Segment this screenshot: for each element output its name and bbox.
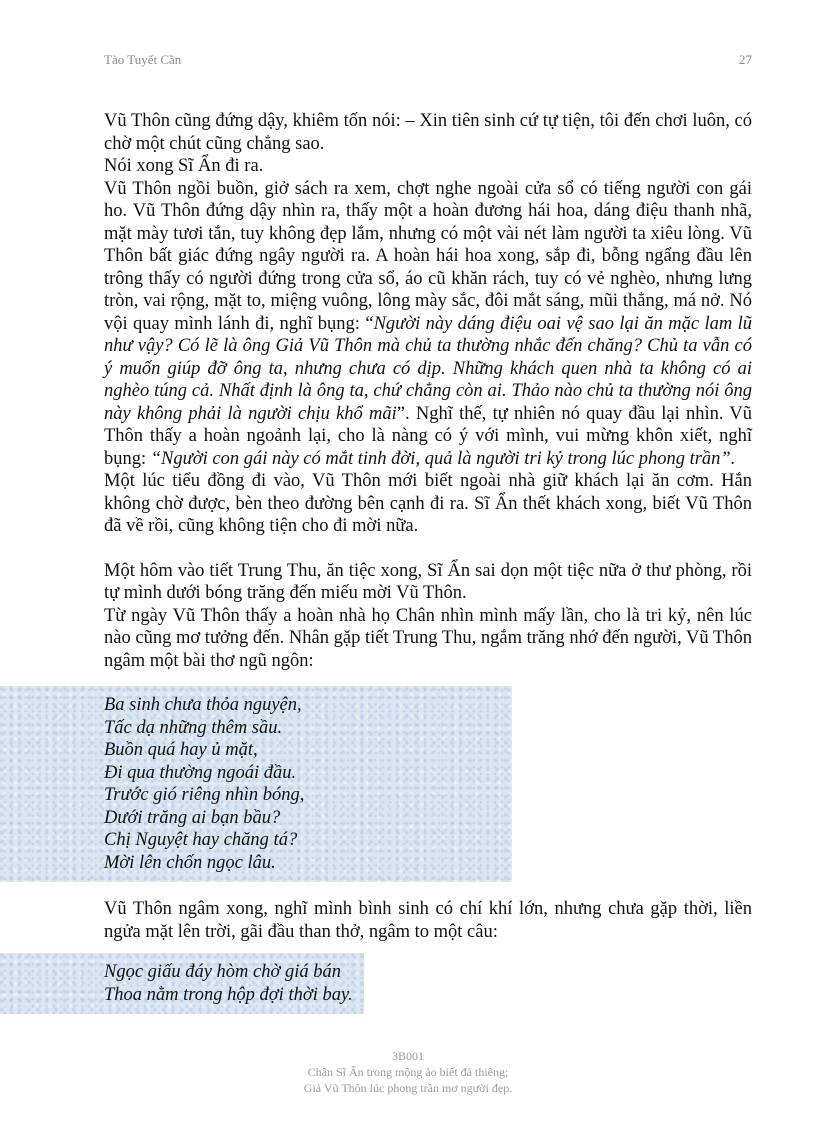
paragraph: Nói xong Sĩ Ẩn đi ra. xyxy=(104,156,264,176)
paragraph xyxy=(104,178,752,471)
paragraph: Một lúc tiểu đồng đi vào, Vũ Thôn mới biết ngoài nhà giữ khách lại ăn cơm. Hắn không chờ được, bèn theo đường bên cạnh đi ra. Sĩ Ẩn thết khách xong, biết Vũ Thôn đã về rồi, cũng không tiện cho đi mời nữa. xyxy=(104,471,752,536)
page-number: 27 xyxy=(739,52,752,67)
paragraph-gap xyxy=(104,943,752,953)
poem-line: Chị Nguyệt hay chăng tá? xyxy=(104,830,298,850)
page-footer xyxy=(0,1048,816,1096)
poem-line: Ngọc giấu đáy hòm chờ giá bán xyxy=(104,962,341,982)
poem-line: Trước gió riêng nhìn bóng, xyxy=(104,785,305,805)
paragraph: Từ ngày Vũ Thôn thấy a hoàn nhà họ Chân nhìn mình mấy lần, cho là tri kỷ, nên lúc nào cũng mơ tưởng đến. Nhân gặp tiết Trung Thu, ngắm trăng nhớ đến người, Vũ Thôn ngâm một bài thơ ngũ ngôn: xyxy=(104,605,752,671)
header-author: Tào Tuyết Cần xyxy=(104,52,182,67)
paragraph: Vũ Thôn ngâm xong, nghĩ mình bình sinh có chí khí lớn, nhưng chưa gặp thời, liền ngửa mặt lên trời, gãi đầu than thở, ngâm to một câu: xyxy=(104,899,752,942)
poem-line: Dưới trăng ai bạn bầu? xyxy=(104,807,281,828)
footer-chapter-title-line1: Chân Sĩ Ẩn trong mộng ảo biết đá thiêng; xyxy=(307,1065,509,1079)
paragraph-text: Vũ Thôn ngồi buồn, giở sách ra xem, chợt nghe ngoài cửa sổ có tiếng người con gái ho. Vũ Thôn đứng dậy nhìn ra, thấy một a hoàn đương hái hoa, dáng điệu thanh nhã, mặt mày tươi tắn, tuy không đẹp lắm, nhưng có một vài nét làm người ta xiêu lòng. Vũ Thôn bất giác đứng ngây người ra. A hoàn hái hoa xong, sắp đi, bỗng ngẩng đầu lên trông thấy có người đứng trong cửa sổ, áo cũ khăn rách, tuy có vẻ nghèo, nhưng lưng tròn, vai rộng, mặt to, miệng vuông, lông mày sắc, đôi mắt sáng, mũi thẳng, má nở. Nó vội quay mình lánh đi, nghĩ bụng: “ xyxy=(104,178,752,334)
paragraph-gap xyxy=(104,672,752,686)
chapter-body xyxy=(104,110,752,1014)
inner-thought-quote: “Người con gái này có mắt tinh đời, quả là người tri kỷ trong lúc phong trần”. xyxy=(150,448,736,469)
paragraph-gap xyxy=(104,538,752,560)
poem-line: Đi qua thường ngoái đầu. xyxy=(104,762,297,783)
paragraph-gap xyxy=(104,882,752,898)
poem-line: Tấc dạ những thêm sầu. xyxy=(104,717,283,738)
footer-chapter-title-line2: Giả Vũ Thôn lúc phong trần mơ người đẹp. xyxy=(303,1081,513,1095)
poem-line: Thoa nằm trong hộp đợi thời bay. xyxy=(104,984,353,1005)
paragraph-text: ”. Nghĩ thế, tự nhiên nó quay đầu lại nhìn. Vũ Thôn thấy a hoàn ngoảnh lại, cho là nàng có ý với mình, vui mừng khôn xiết, nghĩ bụng: xyxy=(104,403,752,469)
footer-code: 3B001 xyxy=(391,1049,424,1063)
poem-couplet-block xyxy=(0,953,364,1014)
poem-line: Ba sinh chưa thỏa nguyện, xyxy=(104,695,302,715)
poem-block xyxy=(0,686,512,882)
paragraph: Một hôm vào tiết Trung Thu, ăn tiệc xong, Sĩ Ẩn sai dọn một tiệc nữa ở thư phòng, rồi tự mình dưới bóng trăng đến miếu mời Vũ Thôn. xyxy=(104,560,752,603)
inner-thought-quote: Người này dáng điệu oai vệ sao lại ăn mặc lam lũ như vậy? Có lẽ là ông Giả Vũ Thôn mà chủ ta thường nhắc đến chăng? Chủ ta vẫn có ý muốn giúp đỡ ông ta, nhưng chưa có dịp. Những khách quen nhà ta không có ai nghèo túng cả. Nhất định là ông ta, chứ chẳng còn ai. Thảo nào chủ ta thường nói ông này không phải là người chịu khổ mãi xyxy=(104,313,752,424)
poem-line: Mời lên chốn ngọc lâu. xyxy=(104,852,276,873)
paragraph: Vũ Thôn cũng đứng dậy, khiêm tốn nói: – Xin tiên sinh cứ tự tiện, tôi đến chơi luôn, có chờ một chút cũng chẳng sao. xyxy=(104,111,752,154)
poem-line: Buồn quá hay ủ mặt, xyxy=(104,740,258,760)
